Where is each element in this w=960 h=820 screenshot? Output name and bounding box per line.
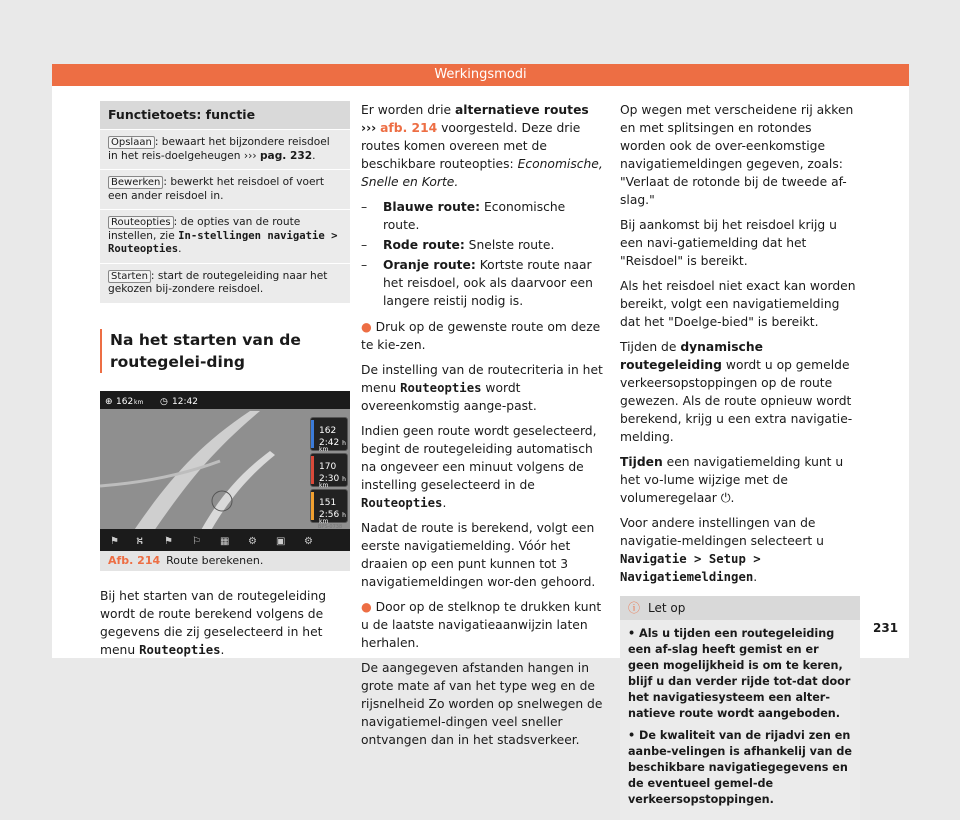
dash-text: Snelste route. [468, 238, 555, 252]
paragraph: Indien geen route wordt geselecteerd, begint de routegeleiding automatisch na ongeveer een minuut volgens de instelling geselecteerd in de Routeopties. [361, 424, 597, 510]
dash-bold: Blauwe route: [383, 200, 481, 214]
figure-ref-link[interactable]: afb. 214 [380, 121, 438, 135]
power-icon: ⏻ [720, 491, 731, 505]
caption-text: Route berekenen. [166, 553, 264, 567]
column-2 [361, 101, 604, 756]
text: een navigatiemelding kunt u het vo-lume wijzige met de volumeregelaar [620, 455, 844, 505]
bullet-text: Door op de stelknop te drukken kunt u de laatste navigatieaanwijzin laten herhalen. [361, 600, 602, 650]
function-row-bewerken [100, 169, 350, 209]
text: De instelling van de routecriteria in het menu [361, 363, 603, 395]
flag-icon: ⚑ [110, 535, 119, 547]
note-title [620, 596, 860, 620]
note-box [620, 596, 860, 820]
dash-text: Economische route. [383, 200, 566, 232]
route-duration: 2:30 h [319, 473, 346, 484]
paragraph: Bij aankomst bij het reisdoel krijg u een navi-gatiemelding dat het "Reisdoel" is bereikt. [620, 218, 837, 268]
intro-text: voorgesteld. Deze drie routes komen overeen met de beschikbare routeopties: [361, 121, 581, 171]
intro-bold: alternatieve routes [455, 103, 589, 117]
text: wordt u op gemelde verkeersopstoppingen op de route gewezen. Als de route opnieuw wordt berekend, krijg u een extra navigatie-melding. [620, 358, 853, 444]
intro-italic: Economische, Snelle en Korte. [361, 157, 603, 189]
dash-text: Kortste route naar het reisdoel, ook als daarvoor een langere reistij nodig is. [383, 258, 593, 308]
route-distance: 151 km [319, 497, 337, 525]
function-row-routeopties [100, 209, 350, 263]
note-item: • Als u tijden een routegeleiding een af-slag heeft gemist en er geen mogelijkheid is om te keren, blijf u dan verder rijde tot-dat door het navigatiesysteem een alter-natieve route wordt aangeboden. [628, 627, 851, 720]
route-card[interactable] [310, 489, 348, 523]
route-distance: 162 km [319, 425, 337, 453]
paragraph: Tijden een navigatiemelding kunt u het vo-lume wijzige met de volumeregelaar ⏻. [620, 455, 844, 505]
paragraph: Voor andere instellingen van de navigatie-meldingen selecteert u Navigatie > Setup > Navigatiemeldingen. [620, 516, 824, 584]
row-end: . [178, 243, 182, 255]
route-duration: 2:56 h [319, 509, 346, 520]
distance-unit: km [134, 398, 144, 406]
text: Tijden de [620, 340, 677, 354]
note-text: Als u tijden een routegeleiding een af-slag heeft gemist en er geen mogelijkheid is om te keren, blijf u dan verder rijde tot-dat door het navigatiesysteem een alter-natieve route wordt aangeboden. [628, 627, 851, 720]
row-text: : bewaart het bijzondere reisdoel in het reis-doelgeheugen ››› [108, 136, 330, 162]
dash-item: – Rode route: Snelste route. [361, 238, 555, 252]
gear-icon: ⚙ [248, 535, 257, 547]
caption-number: Afb. 214 [108, 553, 161, 567]
function-keys-title: Functietoets: functie [100, 101, 350, 129]
page-ref: pag. 232 [259, 149, 313, 162]
col1-paragraph: Bij het starten van de routegeleiding wordt de route berekend volgens de gegevens die zij geselecteerd in het menu Routeopties. [100, 588, 327, 657]
arrow-ref: ››› [361, 121, 377, 135]
settings-icon: ⚙ [304, 535, 313, 547]
route-color-bar [311, 420, 314, 448]
map-icon: ▦ [220, 535, 230, 547]
paragraph [361, 361, 604, 415]
clock-icon: ◷ [160, 396, 168, 407]
dash-bold: Rode route: [383, 238, 465, 252]
menu-path: In-stellingen navigatie > Routeopties [108, 229, 338, 255]
bewerken-key: Bewerken [108, 176, 163, 189]
text: Indien geen route wordt geselecteerd, begint de routegeleiding automatisch na ongeveer een minuut volgens de instelling geselecteerd in de [361, 424, 597, 492]
time-value: 12:42 [172, 396, 198, 407]
route-color-bar [311, 492, 314, 520]
dash-bold: Oranje route: [383, 258, 476, 272]
row-text: : de opties van de route instellen, zie [108, 216, 301, 242]
intro-paragraph [361, 101, 604, 191]
route-card[interactable] [310, 417, 348, 451]
distance-value: 162 [116, 396, 134, 407]
row-end: . [312, 149, 316, 162]
route-distance: 170 km [319, 461, 337, 489]
route-flag-icon: ⚑ [164, 535, 173, 547]
text: Voor andere instellingen van de navigatie-meldingen selecteert u [620, 516, 824, 548]
function-keys-box [100, 101, 350, 303]
menu-path: Routeopties [400, 381, 482, 395]
note-body [620, 620, 860, 820]
column-1 [100, 101, 350, 666]
route-card[interactable] [310, 453, 348, 487]
note-text: De kwaliteit van de rijadvi zen en aanbe-velingen is afhankelij van de beschikbare navigatiegegevens en de eventueel gemel-de verkeersopstoppingen. [628, 729, 852, 806]
bold-text: dynamische routegeleiding [620, 340, 763, 372]
menu-path: Navigatie > Setup > Navigatiemeldingen [620, 552, 761, 584]
note-title-text: Let op [648, 601, 686, 615]
info-icon: ⓘ [628, 601, 641, 615]
route-duration: 2:42 h [319, 437, 346, 448]
paragraph: Nadat de route is berekend, volgt een eerste navigatiemelding. Vóór het draaien op een punt kunnen tot 3 navigatiemeldingen wor-den gehoord. [361, 521, 596, 589]
dash-item: – Blauwe route: Economische route. [361, 200, 566, 232]
bullet-text: Druk op de gewenste route om deze te kie-zen. [361, 320, 601, 352]
function-row-opslaan [100, 129, 350, 169]
menu-path: Routeopties [361, 496, 443, 510]
paragraph: Als het reisdoel niet exact kan worden bereikt, volgt een navigatiemelding dat het "Doelge-bied" is bereikt. [620, 279, 856, 329]
page-number: 231 [873, 621, 899, 635]
section-title: Na het starten van de routegelei-ding [100, 329, 350, 373]
row-text: : bewerkt het reisdoel of voert een ander reisdoel in. [108, 176, 325, 202]
waypoint-icon: ⚐ [192, 535, 201, 547]
figure-code: BPS-0738 [318, 523, 343, 530]
column-3 [620, 101, 860, 820]
figure-caption [100, 551, 350, 571]
opslaan-key: Opslaan [108, 136, 155, 149]
note-item: • De kwaliteit van de rijadvi zen en aanbe-velingen is afhankelij van de beschikbare navigatiegegevens en de eventueel gemel-de verkeersopstoppingen. [628, 729, 852, 806]
routeopties-key: Routeopties [108, 216, 174, 229]
paragraph [620, 338, 860, 446]
bullet-paragraph: ● Door op de stelknop te drukken kunt u de laatste navigatieaanwijzin laten herhalen. [361, 600, 602, 650]
bullet-paragraph: ● Druk op de gewenste route om deze te kie-zen. [361, 320, 601, 352]
text: wordt overeenkomstig aange-past. [361, 381, 537, 413]
navigation-figure [100, 391, 350, 551]
route-icon: ⛕ [136, 535, 144, 547]
compass-icon: ⊕ [105, 396, 113, 407]
route-color-bar [311, 456, 314, 484]
col1-text: Bij het starten van de routegeleiding wordt de route berekend volgens de gegevens die zij geselecteerd in het menu [100, 588, 327, 657]
starten-key: Starten [108, 270, 151, 283]
page-header: Werkingsmodi [52, 64, 909, 86]
paragraph: Op wegen met verscheidene rij akken en met splitsingen en rotondes worden ook de over-eenkomstige navigatiemeldingen gegeven, zoals: "Verlaat de rotonde bij de tweede af-slag." [620, 103, 854, 207]
bold-text: Tijden [620, 455, 663, 469]
function-row-starten [100, 263, 350, 303]
dash-item: – Oranje route: Kortste route naar het reisdoel, ook als daarvoor een langere reistij nodig is. [361, 258, 593, 308]
intro-text: Er worden drie [361, 103, 452, 117]
car-icon: ▣ [276, 535, 286, 547]
row-text: : start de routegeleiding naar het gekozen bij-zondere reisdoel. [108, 269, 328, 295]
paragraph: De aangegeven afstanden hangen in grote mate af van het type weg en de rijsnelheid Zo worden op snelwegen de navigatiemel-dingen veel sneller ontvangen dan in het stadsverkeer. [361, 661, 603, 747]
menu-path: Routeopties [139, 642, 221, 657]
